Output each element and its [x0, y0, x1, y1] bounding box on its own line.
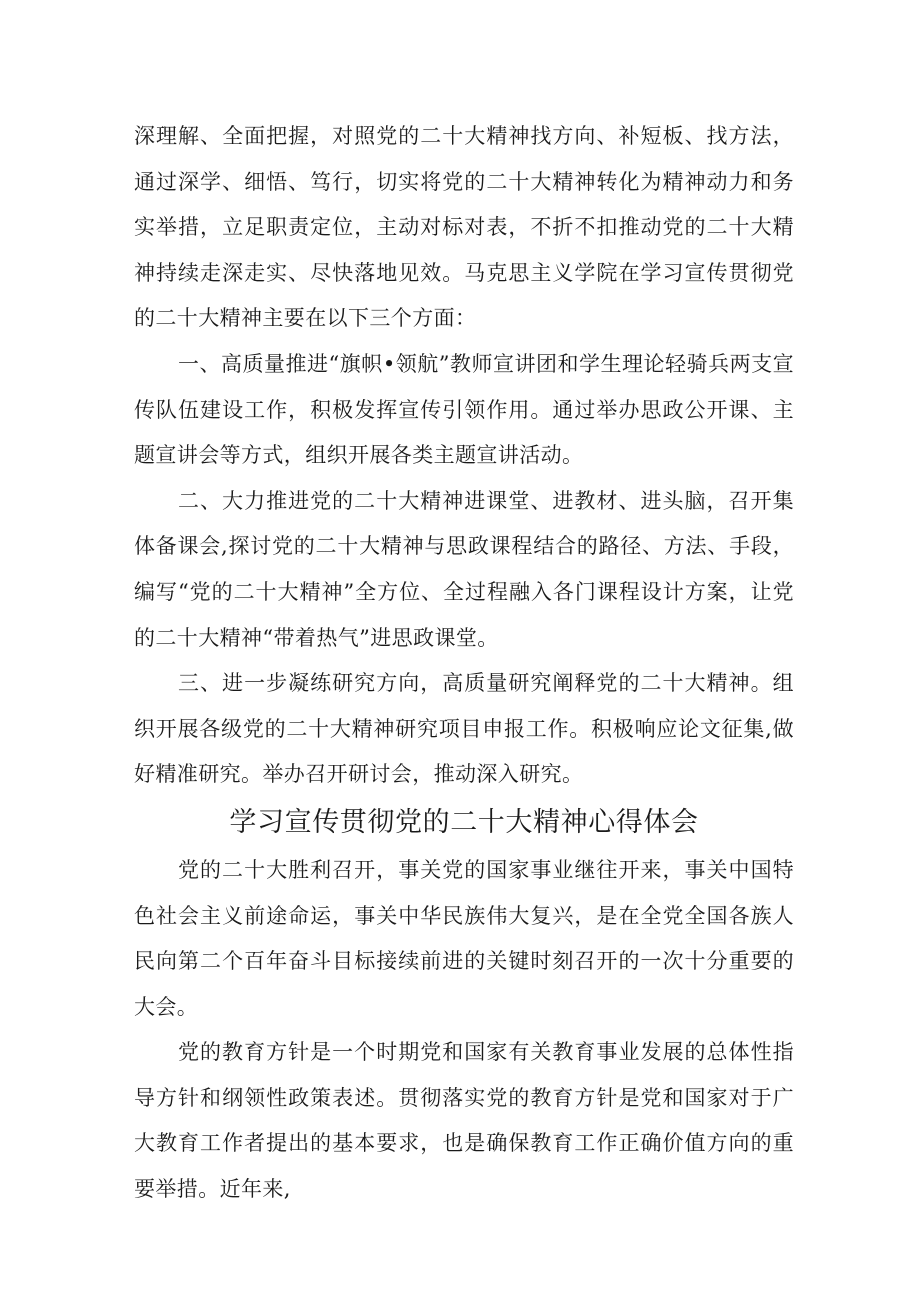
section-title: 学习宣传贯彻党的二十大精神心得体会	[229, 806, 699, 838]
paragraph-point-one: 一、高质量推进“旗帜•领航”教师宣讲团和学生理论轻骑兵两支宣传队伍建设工作，积极发挥宣传引领作用。通过举办思政公开课、主题宣讲会等方式，组织开展各类主题宣讲活动。	[134, 351, 794, 468]
paragraph-continued: 深理解、全面把握，对照党的二十大精神找方向、补短板、找方法，通过深学、细悟、笃行，切实将党的二十大精神转化为精神动力和务实举措，立足职责定位，主动对标对表，不折不扣推动党的二十大精神持续走深走实、尽快落地见效。马克思主义学院在学习宣传贯彻党的二十大精神主要在以下三个方面：	[134, 124, 794, 331]
paragraph-point-three: 三、进一步凝练研究方向，高质量研究阐释党的二十大精神。组织开展各级党的二十大精神研究项目申报工作。积极响应论文征集,做好精准研究。举办召开研讨会，推动深入研究。	[134, 671, 794, 787]
paragraph-education-policy: 党的教育方针是一个时期党和国家有关教育事业发展的总体性指导方针和纲领性政策表述。贯彻落实党的教育方针是党和国家对于广大教育工作者提出的基本要求，也是确保教育工作正确价值方向的重要举措。近年来,	[134, 1040, 794, 1202]
paragraph-intro: 党的二十大胜利召开，事关党的国家事业继往开来，事关中国特色社会主义前途命运，事关中华民族伟大复兴，是在全党全国各族人民向第二个百年奋斗目标接续前进的关键时刻召开的一次十分重要的大会。	[134, 857, 794, 1019]
paragraph-point-two: 二、大力推进党的二十大精神进课堂、进教材、进头脑，召开集体备课会,探讨党的二十大精神与思政课程结合的路径、方法、手段，编写“党的二十大精神”全方位、全过程融入各门课程设计方案，让党的二十大精神“带着热气”进思政课堂。	[134, 488, 794, 650]
document-body	[134, 114, 794, 1213]
